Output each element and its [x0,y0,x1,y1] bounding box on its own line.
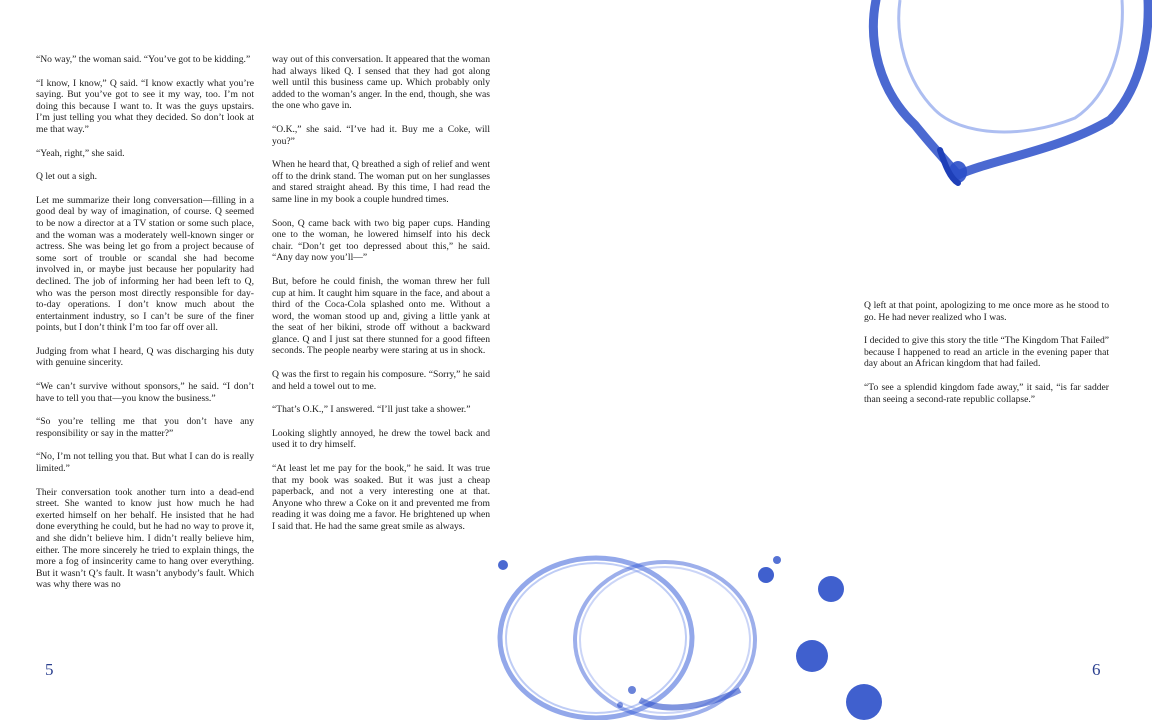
paragraph: “Yeah, right,” she said. [36,147,125,159]
ink-drops [498,556,882,720]
right-page-column [864,300,1109,417]
paragraph: But, before he could finish, the woman threw her full cup at him. It caught him square in the face, and about a third of the Coca-Cola splashed onto me. Without a word, the woman stood up and, giving a little yank at the seat of her bikini, strode off without a backward glance. Q and I just sat there stunned for a good fifteen seconds. The people nearby were staring at us in shock. [272,275,490,357]
paragraph: Q was the first to regain his composure. “Sorry,” he said and held a towel out to me. [272,369,490,392]
paragraph: Q left at that point, apologizing to me once more as he stood to go. He had never realized who I was. [864,300,1109,323]
paragraph: Q let out a sigh. [36,171,98,183]
page-number-left: 5 [45,660,54,679]
paragraph: “So you’re telling me that you don’t have any responsibility or say in the matter?” [36,416,254,439]
paragraph: Judging from what I heard, Q was discharging his duty with genuine sincerity. [36,345,254,369]
paragraph: I decided to give this story the title “The Kingdom That Failed” because I happened to read an article in the evening paper that day about an African kingdom that had failed. [864,335,1109,370]
paragraph: “To see a splendid kingdom fade away,” it said, “is far sadder than seeing a second-rate republic collapse.” [864,381,1109,405]
left-page-column-2 [272,54,490,545]
paragraph: Soon, Q came back with two big paper cups. Handing one to the woman, he lowered himself into his deck chair. “Don’t get too depressed about this,” he said. “Any day now you’ll—” [272,217,490,264]
paragraph: Let me summarize their long conversation—filling in a good deal by way of imagination, of course. Q seemed to be now a director at a TV station or some such place, and the woman was a moderately well-known singer or actress. She was being let go from a project because of some sort of trouble or scandal she had become involved in, or maybe just because her popularity had declined. The job of informing her had been left to Q, who was the person most directly responsible for day-to-day operations. I don’t know much about the entertainment industry, so I can’t be sure of the finer points, but I don’t think I’m too far off over all. [36,194,254,334]
paragraph: “O.K.,” she said. “I’ve had it. Buy me a Coke, will you?” [272,123,490,147]
paragraph: “No way,” the woman said. “You’ve got to be kidding.” [36,54,251,65]
ink-ring-top-right [873,0,1148,183]
paragraph: When he heard that, Q breathed a sigh of relief and went off to the drink stand. The woman put on her sunglasses and stared straight ahead. By this time, I had read the same line in my book a couple hundred times. [272,159,490,205]
paragraph: Their conversation took another turn into a dead-end street. She wanted to know just how much he had exerted himself on her behalf. He insisted that he had done everything he could, but he had no way to prove it, and she didn’t believe him. I didn’t really believe him, either. The more sincerely he tried to explain things, the more a fog of insincerity came to hang over everything. But it wasn’t Q’s fault. It wasn’t anybody’s fault. Which was why there was no [36,486,254,591]
paragraph: “At least let me pay for the book,” he said. It was true that my book was soaked. But it was just a cheap paperback, and not a very interesting one at that. Anyone who threw a Coke on it and prevented me from reading it was doing me a favor. He brightened up when I said that. He had the same great smile as always. [272,463,490,532]
page-number-right: 6 [1092,660,1101,679]
ink-ring-bottom-right [575,562,755,718]
left-page-column-1 [36,54,254,603]
paragraph: “We can’t survive without sponsors,” he said. “I don’t have to tell you that—you know the business.” [36,381,254,404]
paragraph: Looking slightly annoyed, he drew the towel back and used it to dry himself. [272,427,490,451]
paragraph: “That’s O.K.,” I answered. “I’ll just take a shower.” [272,404,471,416]
ink-ring-bottom-left [500,558,692,718]
paragraph: “No, I’m not telling you that. But what I can do is really limited.” [36,451,254,475]
paragraph: “I know, I know,” Q said. “I know exactly what you’re saying. But you’ve got to see it my way, too. I’m not doing this because I want to. It was the guys upstairs. I’m just telling you what they decided. So don’t look at me that way.” [36,77,254,135]
paragraph: way out of this conversation. It appeared that the woman had always liked Q. I sensed that they had got along well until this business came up. Which probably only added to the woman’s anger. In the end, though, she was the one who gave in. [272,54,490,112]
